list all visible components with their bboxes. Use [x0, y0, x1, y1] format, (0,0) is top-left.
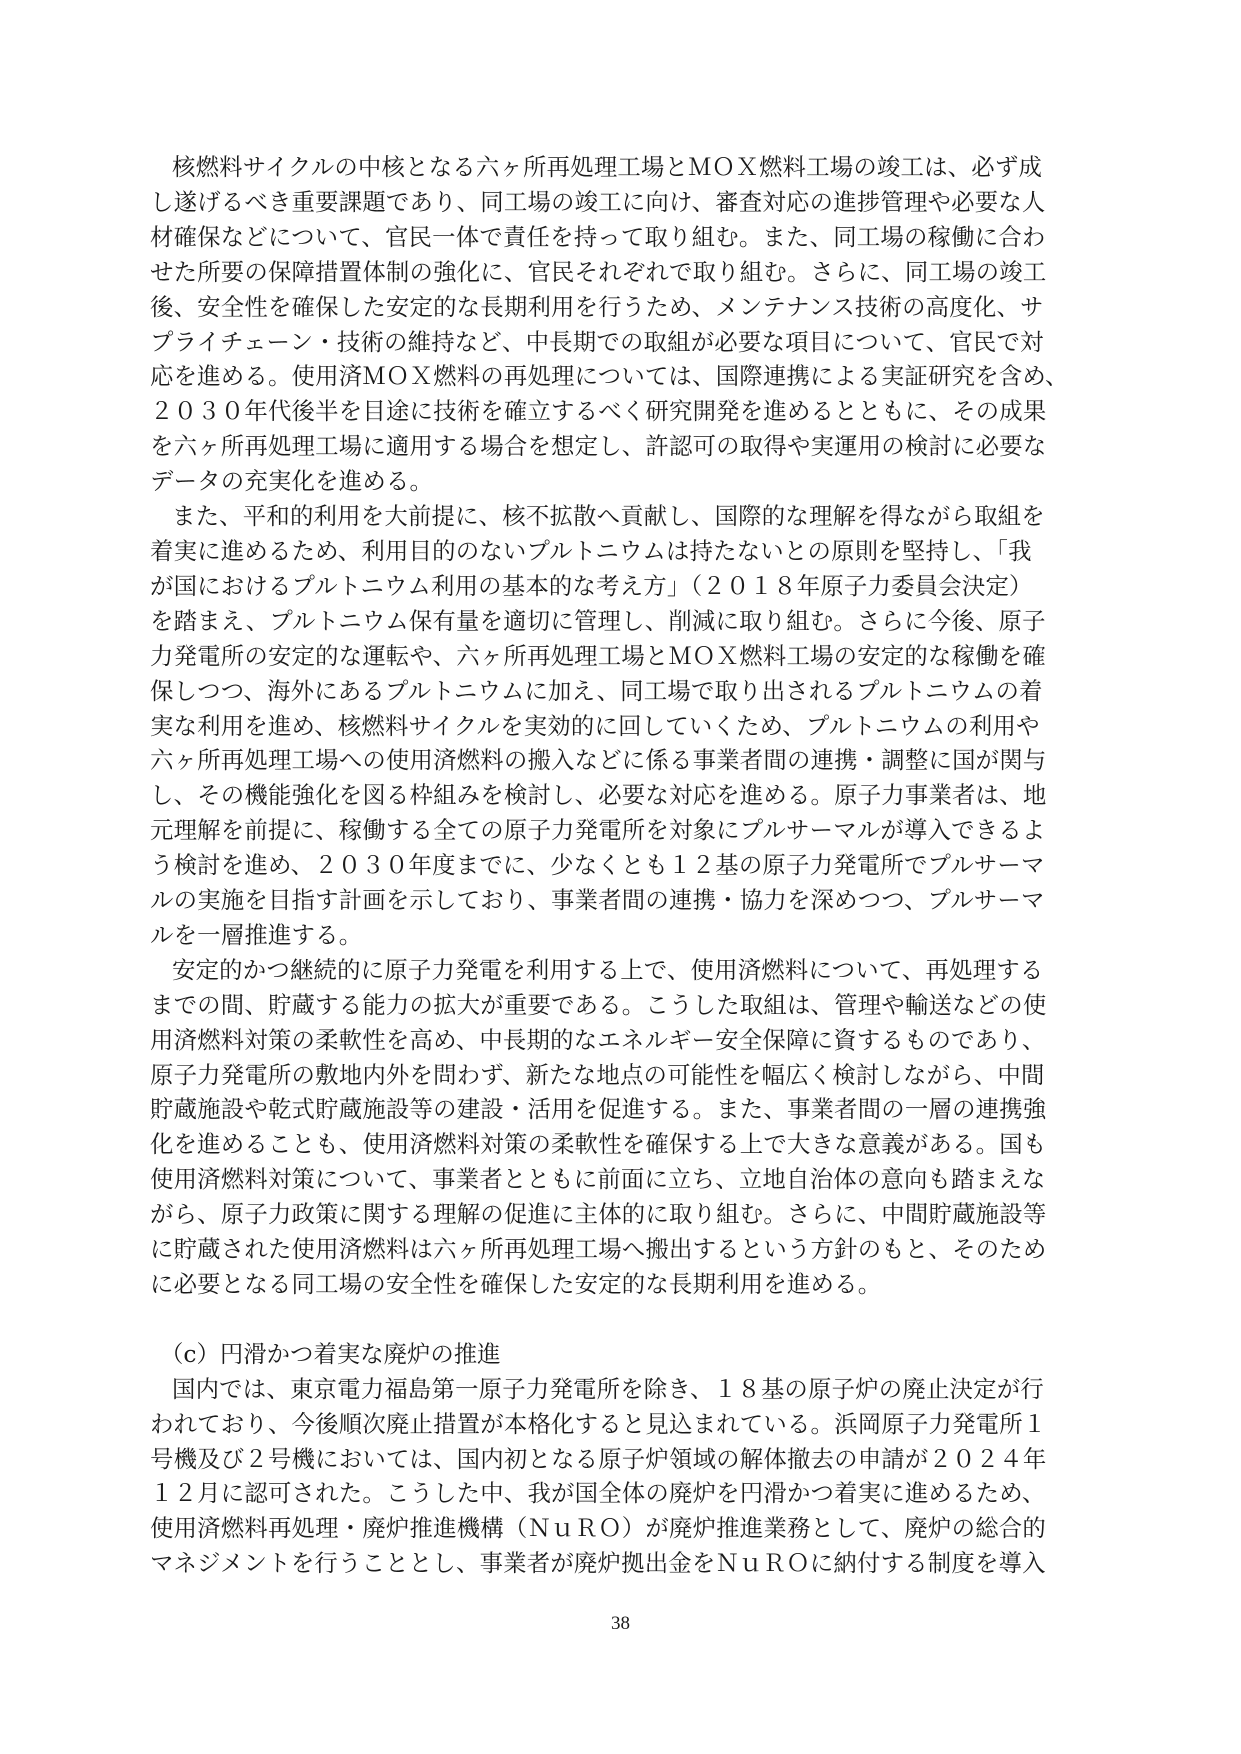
paragraph-decommissioning: [150, 1372, 1092, 1581]
text-line: 着実に進めるため、利用目的のないプルトニウムは持たないとの原則を堅持し、「我: [150, 536, 1032, 565]
text-line: を六ヶ所再処理工場に適用する場合を想定し、許認可の取得や実運用の検討に必要な: [150, 432, 1047, 461]
text-line: プライチェーン・技術の維持など、中長期での取組が必要な項目について、官民で対: [150, 327, 1044, 356]
text-line: し、その機能強化を図る枠組みを検討し、必要な対応を進める。原子力事業者は、地: [150, 781, 1047, 810]
text-line: に貯蔵された使用済燃料は六ヶ所再処理工場へ搬出するという方針のもと、そのため: [150, 1235, 1047, 1264]
text-line: 安定的かつ継続的に原子力発電を利用する上で、使用済燃料について、再処理する: [172, 955, 1044, 984]
text-line: われており、今後順次廃止措置が本格化すると見込まれている。浜岡原子力発電所１: [150, 1409, 1047, 1438]
text-line: 使用済燃料対策について、事業者とともに前面に立ち、立地自治体の意向も踏まえな: [150, 1165, 1046, 1194]
text-line: 原子力発電所の敷地内外を問わず、新たな地点の可能性を幅広く検討しながら、中間: [150, 1060, 1045, 1089]
text-line: マネジメントを行うこととし、事業者が廃炉拠出金をＮｕＲＯに納付する制度を導入: [150, 1549, 1046, 1578]
text-line: う検討を進め、２０３０年度までに、少なくとも１２基の原子力発電所でプルサーマ: [150, 851, 1045, 880]
page-number: 38: [611, 1613, 630, 1634]
paragraph-spent-fuel-storage: [150, 953, 1092, 1302]
text-line: 化を進めることも、使用済燃料対策の柔軟性を確保する上で大きな意義がある。国も: [150, 1130, 1047, 1159]
paragraph-nuclear-fuel-cycle: [150, 150, 1092, 499]
text-line: 号機及び２号機においては、国内初となる原子炉領域の解体撤去の申請が２０２４年: [150, 1444, 1047, 1473]
text-line: 国内では、東京電力福島第一原子力発電所を除き、１８基の原子炉の廃止決定が行: [172, 1374, 1044, 1403]
text-line: 六ヶ所再処理工場への使用済燃料の搬入などに係る事業者間の連携・調整に国が関与: [150, 746, 1047, 775]
text-line: し遂げるべき重要課題であり、同工場の竣工に向け、審査対応の進捗管理や必要な人: [150, 187, 1046, 216]
text-line: また、平和的利用を大前提に、核不拡散へ貢献し、国際的な理解を得ながら取組を: [172, 502, 1045, 531]
text-line: 応を進める。使用済ＭＯＸ燃料の再処理については、国際連携による実証研究を含め、: [150, 362, 1069, 391]
text-line: ２０３０年代後半を目途に技術を確立するべく研究開発を進めるとともに、その成果: [150, 397, 1047, 426]
text-line: を踏まえ、プルトニウム保有量を適切に管理し、削減に取り組む。さらに今後、原子: [150, 606, 1046, 635]
text-line: がら、原子力政策に関する理解の促進に主体的に取り組む。さらに、中間貯蔵施設等: [150, 1200, 1047, 1229]
text-line: データの充実化を進める。: [150, 467, 434, 496]
text-line: 貯蔵施設や乾式貯蔵施設等の建設・活用を促進する。また、事業者間の一層の連携強: [150, 1095, 1047, 1124]
text-line: 後、安全性を確保した安定的な長期利用を行うため、メンテナンス技術の高度化、サ: [150, 292, 1044, 321]
text-line: 実な利用を進め、核燃料サイクルを実効的に回していくため、プルトニウムの利用や: [150, 711, 1040, 740]
text-line: 材確保などについて、官民一体で責任を持って取り組む。また、同工場の稼働に合わ: [150, 222, 1046, 251]
text-line: 元理解を前提に、稼働する全ての原子力発電所を対象にプルサーマルが導入できるよ: [150, 816, 1046, 845]
text-line: せた所要の保障措置体制の強化に、官民それぞれで取り組む。さらに、同工場の竣工: [150, 257, 1047, 286]
text-line: 使用済燃料再処理・廃炉推進機構（ＮｕＲＯ）が廃炉推進業務として、廃炉の総合的: [150, 1514, 1046, 1543]
document-body: [150, 150, 1092, 1581]
text-line: までの間、貯蔵する能力の拡大が重要である。こうした取組は、管理や輸送などの使: [150, 990, 1047, 1019]
text-line: ルの実施を目指す計画を示しており、事業者間の連携・協力を深めつつ、プルサーマ: [150, 886, 1045, 915]
text-line: 用済燃料対策の柔軟性を高め、中長期的なエネルギー安全保障に資するものであり、: [150, 1025, 1046, 1054]
paragraph-plutonium-policy: [150, 499, 1092, 953]
text-line: 核燃料サイクルの中核となる六ヶ所再処理工場とＭＯＸ燃料工場の竣工は、必ず成: [172, 153, 1043, 181]
text-line: に必要となる同工場の安全性を確保した安定的な長期利用を進める。: [150, 1270, 882, 1298]
text-line: 保しつつ、海外にあるプルトニウムに加え、同工場で取り出されるプルトニウムの着: [150, 676, 1043, 705]
paragraph-spacer: [150, 1302, 1092, 1337]
section-heading: （c）円滑かつ着実な廃炉の推進: [160, 1339, 501, 1368]
text-line: 力発電所の安定的な運転や、六ヶ所再処理工場とＭＯＸ燃料工場の安定的な稼働を確: [150, 641, 1046, 670]
text-line: １２月に認可された。こうした中、我が国全体の廃炉を円滑かつ着実に進めるため、: [150, 1479, 1046, 1508]
text-line: が国におけるプルトニウム利用の基本的な考え方」（２０１８年原子力委員会決定）: [150, 571, 1033, 600]
text-line: ルを一層推進する。: [150, 920, 363, 949]
